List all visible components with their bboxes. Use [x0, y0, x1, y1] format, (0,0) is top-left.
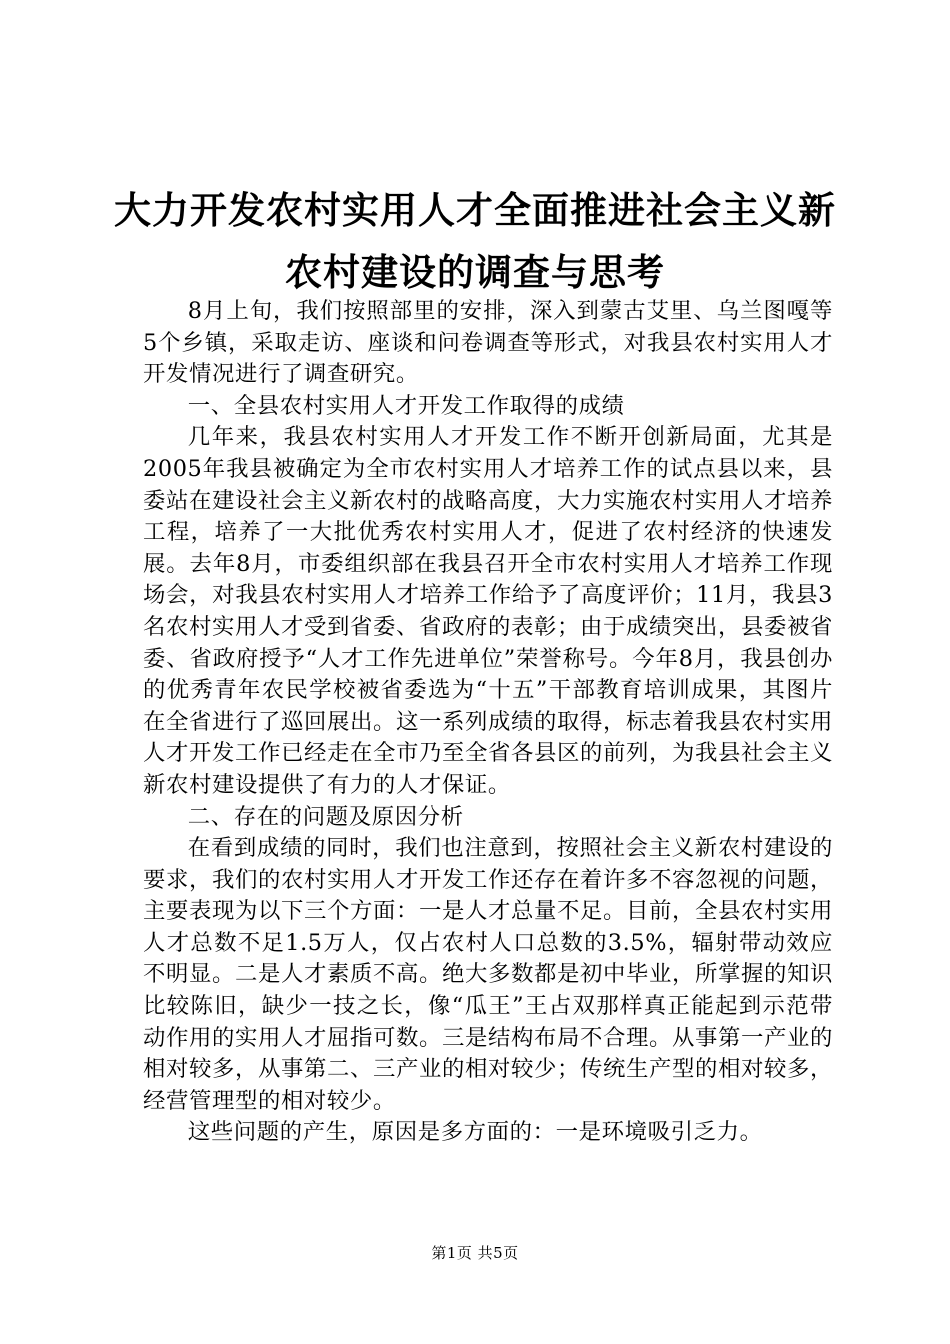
problems-paragraph: 在看到成绩的同时，我们也注意到，按照社会主义新农村建设的要求，我们的农村实用人才开发工作还存在着许多不容忽视的问题，主要表现为以下三个方面：一是人才总量不足。目前，全县农村实用人才总数不足1.5万人，仅占农村人口总数的3.5%，辐射带动效应不明显。二是人才素质不高。绝大多数都是初中毕业，所掌握的知识比较陈旧，缺少一技之长，像“瓜王”王占双那样真正能起到示范带动作用的实用人才屈指可数。三是结构布局不合理。从事第一产业的相对较多，从事第二、三产业的相对较少；传统生产型的相对较多，经营管理型的相对较少。: [143, 835, 833, 1114]
page-number-footer: 第1页 共5页: [431, 1244, 519, 1262]
section-heading-problems: 二、存在的问题及原因分析: [187, 803, 464, 830]
document-body: [143, 296, 833, 1149]
intro-paragraph: 8月上旬，我们按照部里的安排，深入到蒙古艾里、乌兰图嘎等5个乡镇，采取走访、座谈和问卷调查等形式，对我县农村实用人才开发情况进行了调查研究。: [143, 298, 833, 388]
section-heading-achievements: 一、全县农村实用人才开发工作取得的成绩: [187, 392, 625, 419]
causes-paragraph: 这些问题的产生，原因是多方面的：一是环境吸引乏力。: [187, 1119, 763, 1146]
document-title: 大力开发农村实用人才全面推进社会主义新农村建设的调查与思考: [114, 189, 836, 294]
achievements-paragraph: 几年来，我县农村实用人才开发工作不断开创新局面，尤其是2005年我县被确定为全市农村实用人才培养工作的试点县以来，县委站在建设社会主义新农村的战略高度，大力实施农村实用人才培养工程，培养了一大批优秀农村实用人才，促进了农村经济的快速发展。去年8月，市委组织部在我县召开全市农村实用人才培养工作现场会，对我县农村实用人才培养工作给予了高度评价；11月，我县3名农村实用人才受到省委、省政府的表彰；由于成绩突出，县委被省委、省政府授予“人才工作先进单位”荣誉称号。今年8月，我县创办的优秀青年农民学校被省委选为“十五”干部教育培训成果，其图片在全省进行了巡回展出。这一系列成绩的取得，标志着我县农村实用人才开发工作已经走在全市乃至全省各县区的前列，为我县社会主义新农村建设提供了有力的人才保证。: [143, 424, 833, 798]
